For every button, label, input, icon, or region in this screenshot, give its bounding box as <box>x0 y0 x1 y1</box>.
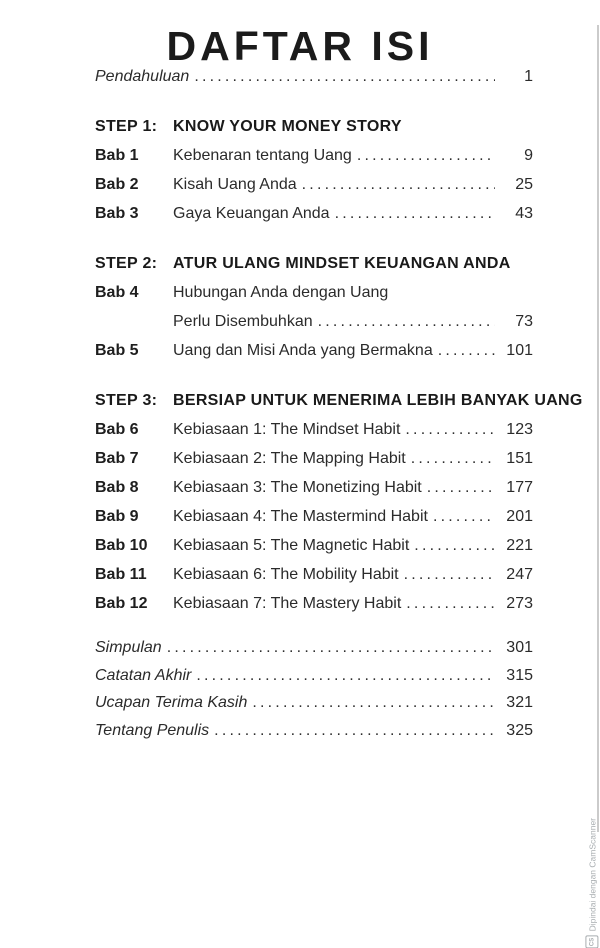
entry-label: Bab 7 <box>95 450 139 467</box>
toc-section-step-2 <box>95 249 533 365</box>
entry-label: Bab 12 <box>95 595 148 612</box>
entry-title: Kebiasaan 1: The Mindset Habit <box>173 421 401 438</box>
entry-page-number: 301 <box>506 639 533 656</box>
entry-page-number: 25 <box>515 176 533 193</box>
entry-title: Kebiasaan 7: The Mastery Habit <box>173 595 402 612</box>
toc-section-step-1 <box>95 112 533 228</box>
dot-leader <box>405 415 495 444</box>
dot-leader <box>167 634 495 662</box>
entry-label: Bab 6 <box>95 421 139 438</box>
watermark-text: Dipindai dengan CamScanner <box>586 818 597 932</box>
step-label: STEP 1: <box>95 118 158 135</box>
entry-title: Kebiasaan 2: The Mapping Habit <box>173 450 406 467</box>
entry-title: Kebiasaan 4: The Mastermind Habit <box>173 508 428 525</box>
step-label: STEP 3: <box>95 392 158 409</box>
dot-leader <box>404 560 495 589</box>
toc-back-matter <box>95 634 533 744</box>
camscanner-watermark <box>585 818 598 948</box>
entry-page-number: 325 <box>506 721 533 739</box>
entry-title: Kisah Uang Anda <box>173 176 297 193</box>
toc-entry-bab-6 <box>95 415 533 444</box>
toc-entry-bab-10 <box>95 531 533 560</box>
entry-page-number: 43 <box>515 205 533 222</box>
toc-entry-bab-12 <box>95 589 533 618</box>
section-heading <box>95 386 583 415</box>
entry-title: Catatan Akhir <box>95 666 192 684</box>
toc-entry-bab-11 <box>95 560 533 589</box>
entry-page-number: 123 <box>506 421 533 438</box>
entry-page-number: 315 <box>506 666 533 684</box>
toc-entry-tentang-penulis <box>95 717 533 745</box>
scan-edge-line <box>597 25 599 832</box>
entry-title: Kebenaran tentang Uang <box>173 147 352 164</box>
section-heading <box>95 112 533 141</box>
entry-title: Gaya Keuangan Anda <box>173 205 330 222</box>
dot-leader <box>302 170 495 199</box>
page-title: DAFTAR ISI <box>166 23 434 69</box>
entry-label: Bab 11 <box>95 566 147 583</box>
dot-leader <box>252 689 495 717</box>
dot-leader <box>438 336 495 365</box>
dot-leader <box>357 141 495 170</box>
toc-entry-catatan-akhir <box>95 662 533 690</box>
dot-leader <box>406 589 495 618</box>
entry-page-number: 273 <box>506 595 533 612</box>
entry-title: Tentang Penulis <box>95 721 210 739</box>
entry-page-number: 247 <box>506 566 533 583</box>
entry-title: Kebiasaan 5: The Magnetic Habit <box>173 537 410 554</box>
toc-entry-bab-2 <box>95 170 533 199</box>
entry-title: Simpulan <box>95 639 162 656</box>
dot-leader <box>194 62 495 91</box>
entry-page-number: 177 <box>506 479 533 496</box>
entry-page-number: 9 <box>524 147 533 164</box>
entry-page-number: 151 <box>506 450 533 467</box>
entry-title: Uang dan Misi Anda yang Bermakna <box>173 342 433 359</box>
entry-page-number: 221 <box>506 537 533 554</box>
entry-page-number: 201 <box>506 508 533 525</box>
entry-page-number: 1 <box>524 68 533 85</box>
entry-title: Ucapan Terima Kasih <box>95 694 248 711</box>
dot-leader <box>318 307 495 336</box>
dot-leader <box>214 717 495 745</box>
entry-label: Bab 9 <box>95 508 139 525</box>
toc-entry-bab-8 <box>95 473 533 502</box>
entry-title: Hubungan Anda dengan Uang <box>173 284 389 301</box>
dot-leader <box>414 531 495 560</box>
toc-entry-pendahuluan <box>95 62 533 91</box>
entry-page-number: 321 <box>506 694 533 711</box>
step-title: BERSIAP UNTUK MENERIMA LEBIH BANYAK UANG <box>173 392 583 409</box>
toc-entry-bab-1 <box>95 141 533 170</box>
dot-leader <box>411 444 495 473</box>
toc-entry-bab-5 <box>95 336 533 365</box>
toc-section-step-3 <box>95 386 583 618</box>
toc-entry-bab-4-line-1 <box>95 278 533 307</box>
entry-label: Bab 3 <box>95 205 139 222</box>
entry-label: Bab 5 <box>95 342 139 359</box>
section-heading <box>95 249 533 278</box>
toc-entry-ucapan-terima-kasih <box>95 689 533 717</box>
entry-label: Bab 4 <box>95 284 139 301</box>
dot-leader <box>433 502 495 531</box>
scanned-toc-page <box>0 23 600 947</box>
entry-title: Perlu Disembuhkan <box>173 313 313 330</box>
dot-leader <box>427 473 495 502</box>
entry-label: Bab 10 <box>95 537 148 554</box>
step-title: KNOW YOUR MONEY STORY <box>173 118 402 135</box>
toc-content <box>95 25 583 744</box>
step-label: STEP 2: <box>95 255 158 272</box>
dot-leader <box>335 199 495 228</box>
entry-page-number: 101 <box>506 342 533 359</box>
toc-entry-bab-9 <box>95 502 533 531</box>
step-title: ATUR ULANG MINDSET KEUANGAN ANDA <box>173 255 511 272</box>
toc-entry-bab-7 <box>95 444 533 473</box>
entry-page-number: 73 <box>515 313 533 330</box>
entry-title: Kebiasaan 3: The Monetizing Habit <box>173 479 422 496</box>
entry-label: Bab 1 <box>95 147 139 164</box>
toc-entry-simpulan <box>95 634 533 662</box>
entry-label: Bab 2 <box>95 176 139 193</box>
toc-entry-bab-3 <box>95 199 533 228</box>
toc-entry-bab-4-line-2 <box>95 307 533 336</box>
camscanner-icon: CS <box>585 935 598 948</box>
entry-title: Pendahuluan <box>95 68 190 85</box>
dot-leader <box>196 662 495 690</box>
entry-label: Bab 8 <box>95 479 139 496</box>
entry-title: Kebiasaan 6: The Mobility Habit <box>173 566 399 583</box>
